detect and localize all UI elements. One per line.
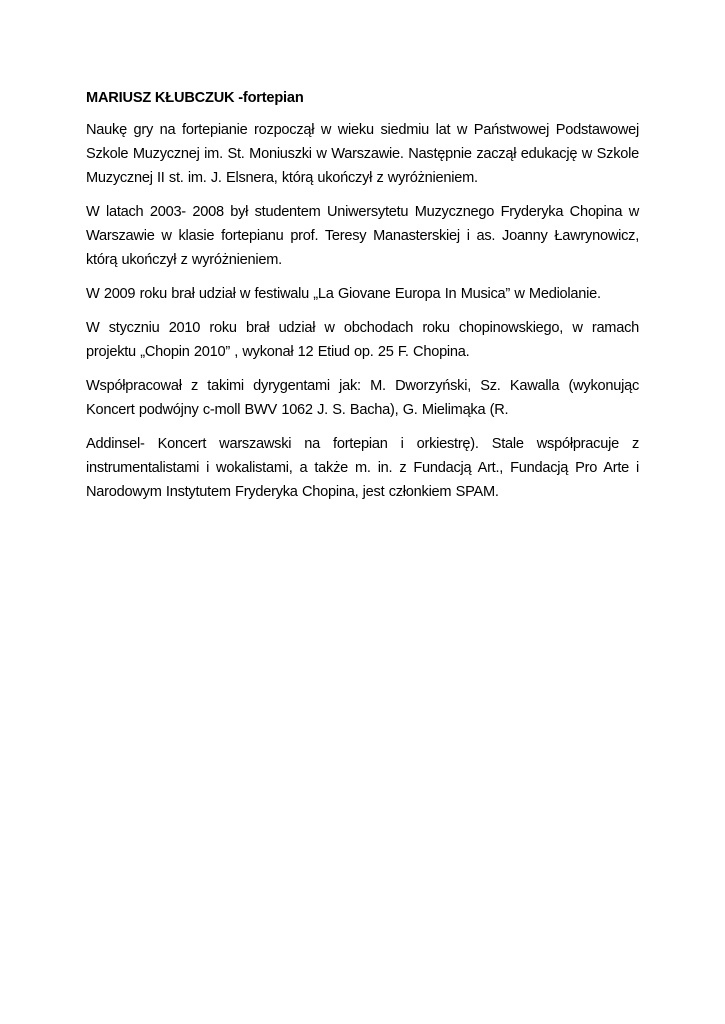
paragraph-collaborations: Addinsel- Koncert warszawski na fortepian i orkiestrę). Stale współpracuje z instrumentalistami i wokalistami, a także m. in. z Fundacją Art., Fundacją Pro Arte i Narodowym Instytutem Fryderyka Chopina, jest członkiem SPAM. (86, 436, 639, 500)
paragraph-education: Naukę gry na fortepianie rozpoczął w wieku siedmiu lat w Państwowej Podstawowej Szkole Muzycznej im. St. Moniuszki w Warszawie. Następnie zaczął edukację w Szkole Muzycznej II st. im. J. Elsnera, którą ukończył z wyróżnieniem. (86, 122, 639, 186)
document-page (86, 86, 639, 514)
paragraph-chopin-year: W styczniu 2010 roku brał udział w obchodach roku chopinowskiego, w ramach projektu „Chopin 2010” , wykonał 12 Etiud op. 25 F. Chopina. (86, 320, 639, 360)
paragraph-festival: W 2009 roku brał udział w festiwalu „La Giovane Europa In Musica” w Mediolanie. (86, 286, 601, 302)
paragraph-conductors: Współpracował z takimi dyrygentami jak: M. Dworzyński, Sz. Kawalla (wykonując Koncert podwójny c-moll BWV 1062 J. S. Bacha), G. Mielimąka (R. (86, 378, 639, 418)
paragraph-university: W latach 2003- 2008 był studentem Uniwersytetu Muzycznego Fryderyka Chopina w Warszawie w klasie fortepianu prof. Teresy Manasterskiej i as. Joanny Ławrynowicz, którą ukończył z wyróżnieniem. (86, 204, 639, 268)
document-title: MARIUSZ KŁUBCZUK -fortepian (86, 90, 304, 106)
